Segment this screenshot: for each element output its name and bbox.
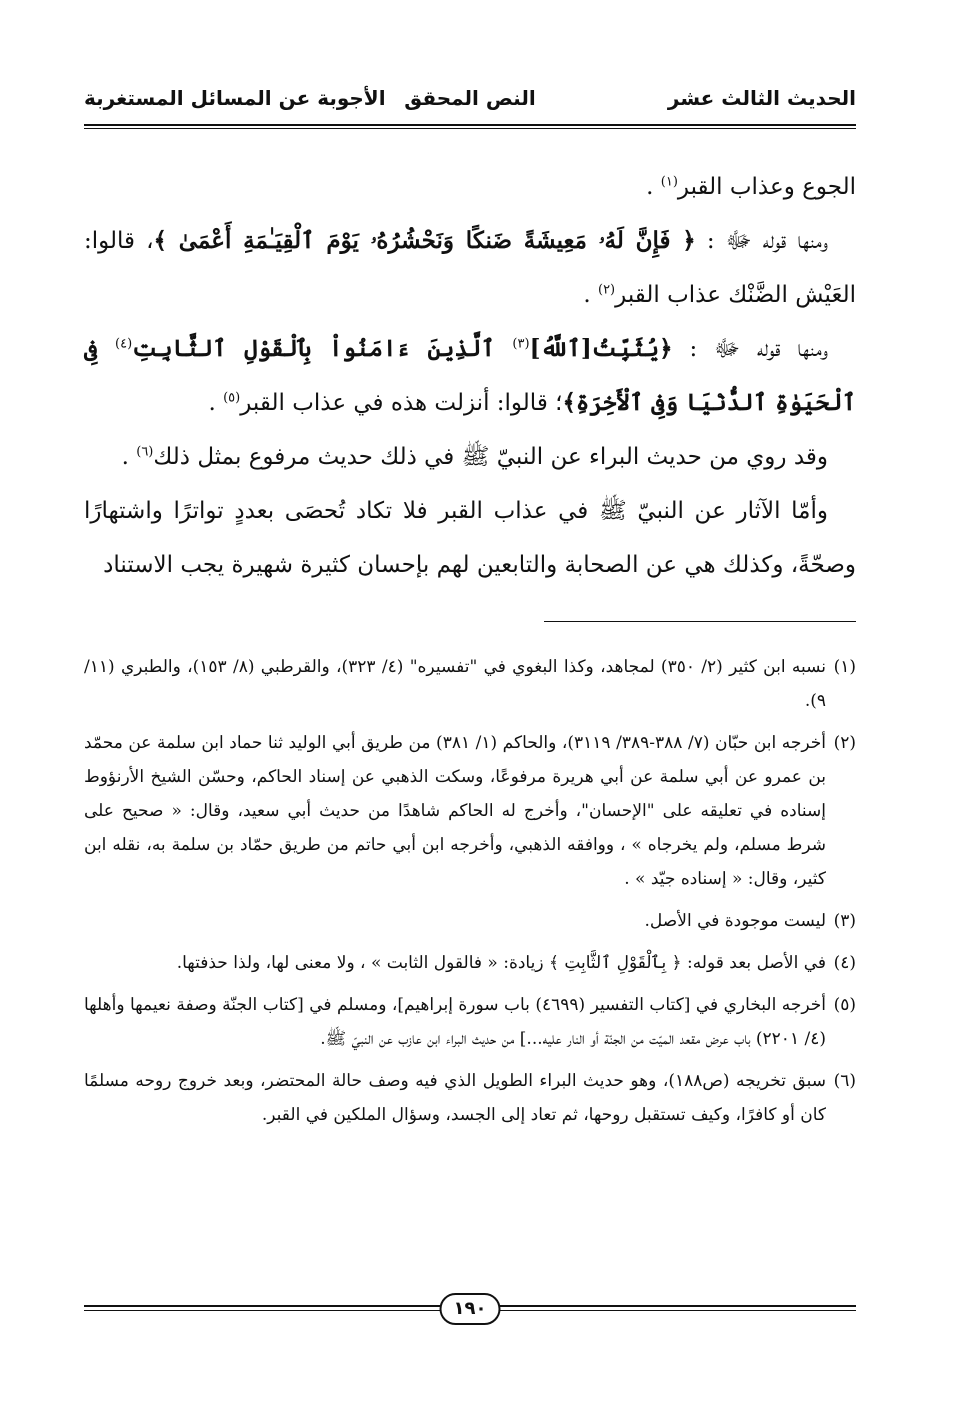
- header-rule: [84, 124, 856, 129]
- footnote-text: ليست موجودة في الأصل.: [644, 911, 826, 931]
- footnote-ref-6: (٦): [136, 444, 154, 460]
- header-book-title: الأجوبة عن المسائل المستغربة: [84, 86, 386, 110]
- footnote-ref-3: (٣): [512, 336, 530, 352]
- paragraph-4-text: وقد روي من حديث البراء عن النبيّ ﷺ في ذلك حديث مرفوع بمثل ذلك: [153, 444, 828, 470]
- footnote-text: أخرجه البخاري في [كتاب التفسير (٤٦٩٩) باب سورة إبراهيم]، ومسلم في [كتاب الجنّة وصفة نعيمها وأهلها (٤/ ٢٢٠١) باب عرض مقعد الميّت من الجنّة أو النار عليه...] من حديث البراء ابن عازب عن النبيّ ﷺ.: [84, 995, 827, 1049]
- footnote-6: [84, 1064, 856, 1132]
- paragraph-1: [84, 160, 856, 214]
- footnote-number: (٦): [833, 1071, 857, 1091]
- running-header: [84, 86, 856, 122]
- paragraph-5: وأمّا الآثار عن النبيّ ﷺ في عذاب القبر فلا تكاد تُحصَى بعددٍ تواترًا واشتهارًا وصحّةً، وكذلك هي عن الصحابة والتابعين لهم بإحسان كثيرة شهيرة يجب الاستناد: [84, 498, 856, 578]
- paragraph-2-intro: ومنها قوله ﷻ :: [695, 228, 829, 254]
- footnote-1: [84, 650, 856, 718]
- quran-verse-2b: ٱلَّذِينَ ءَامَنُواْ بِٱلْقَوْلِ ٱلثَّابِتِ: [132, 335, 513, 362]
- footnote-text: أخرجه ابن حبّان (٧/ ٣٨٨-٣٨٩/ ٣١١٩)، والحاكم (١/ ٣٨١) من طريق أبي الوليد ثنا حماد ابن سلمة عن محمّد بن عمرو عن أبي سلمة عن أبي هريرة مرفوعًا، وسكت الذهبي عن إسناد الحاكم، وحسّن الشيخ الأرنؤوط إسناده في تعليقه على "الإحسان"، وأخرج له الحاكم شاهدًا من حديث أبي سعيد، وقال: « صحيح على شرط مسلم، ولم يخرجاه » ، ووافقه الذهبي، وأخرجه ابن أبي حاتم من طريق حمّاد بن سلمة به، نقله ابن كثير، وقال: « إسناده جيّد » .: [84, 733, 827, 889]
- paragraph-3: [84, 322, 856, 430]
- header-section-title: النص المحقق: [404, 86, 536, 110]
- page-number: ١٩٠: [440, 1293, 501, 1325]
- paragraph-3-intro: ومنها قوله ﷻ :: [672, 336, 829, 362]
- footnote-text: في الأصل بعد قوله: ﴿ بِٱلْقَوْلِ ٱلثَّابِتِ ﴾ زيادة: « فالقول الثابت » ، ولا معنى لها، ولذا حذفتها.: [176, 953, 826, 973]
- footnote-number: (٢): [833, 733, 857, 753]
- main-text: [84, 160, 856, 592]
- paragraph-1-text: الجوع وعذاب القبر: [677, 174, 856, 200]
- quran-verse-2a: ﴿يُثَبِّتُ[ٱللَّهُ]: [529, 335, 673, 362]
- footnote-5: [84, 988, 856, 1056]
- footnote-number: (٤): [833, 953, 856, 973]
- paragraph-2-end: .: [583, 282, 598, 308]
- footnote-ref-2: (٢): [597, 282, 616, 298]
- quran-verse-2c: فِى ٱلْحَيَوٰةِ ٱلدُّنْيَا وَفِى ٱلْأَخِرَةِ﴾: [84, 335, 856, 416]
- paragraph-1-end: .: [646, 174, 661, 200]
- page-footer: [84, 1295, 856, 1325]
- footnote-text: سبق تخريجه (ص١٨٨)، وهو حديث البراء الطويل الذي فيه وصف حالة المحتضر، وبعد خروج روحه مسلمًا كان أو كافرًا، وكيف تستقبل روحها، ثم تعاد إلى الجسد، وسؤال الملكين في القبر.: [84, 1071, 827, 1125]
- paragraph-2: [84, 214, 856, 322]
- paragraph-4-end: .: [121, 444, 137, 470]
- footnote-number: (٣): [833, 911, 856, 931]
- header-chapter-title: الحديث الثالث عشر: [667, 86, 856, 110]
- footnote-text: نسبه ابن كثير (٢/ ٣٥٠) لمجاهد، وكذا البغوي في "تفسيره" (٤/ ٣٢٣)، والقرطبي (٨/ ١٥٣)، والطبري (١١/ ٩).: [84, 657, 827, 711]
- footnotes: [84, 650, 856, 1140]
- quran-verse-1: ﴿ فَإِنَّ لَهُۥ مَعِيشَةً ضَنكًا وَنَحْشُرُهُۥ يَوْمَ ٱلْقِيَـٰمَةِ أَعْمَىٰ ﴾: [153, 227, 696, 254]
- footnote-number: (٥): [833, 995, 857, 1015]
- footnote-separator: [544, 621, 856, 622]
- footnote-3: [84, 904, 856, 938]
- footnote-ref-1: (١): [660, 174, 678, 190]
- footnote-ref-5: (٥): [223, 390, 241, 406]
- paragraph-3-end: .: [208, 390, 224, 416]
- paragraph-3-text: ؛ قالوا: أنزلت هذه في عذاب القبر: [240, 390, 563, 416]
- footnote-number: (١): [833, 657, 857, 677]
- footnote-2: [84, 726, 856, 896]
- paragraph-2-text: ، قالوا: العَيْش الضَّنْك عذاب القبر: [84, 228, 856, 308]
- paragraph-4: [84, 430, 856, 484]
- footnote-4: [84, 946, 856, 980]
- footnote-ref-4: (٤): [115, 336, 133, 352]
